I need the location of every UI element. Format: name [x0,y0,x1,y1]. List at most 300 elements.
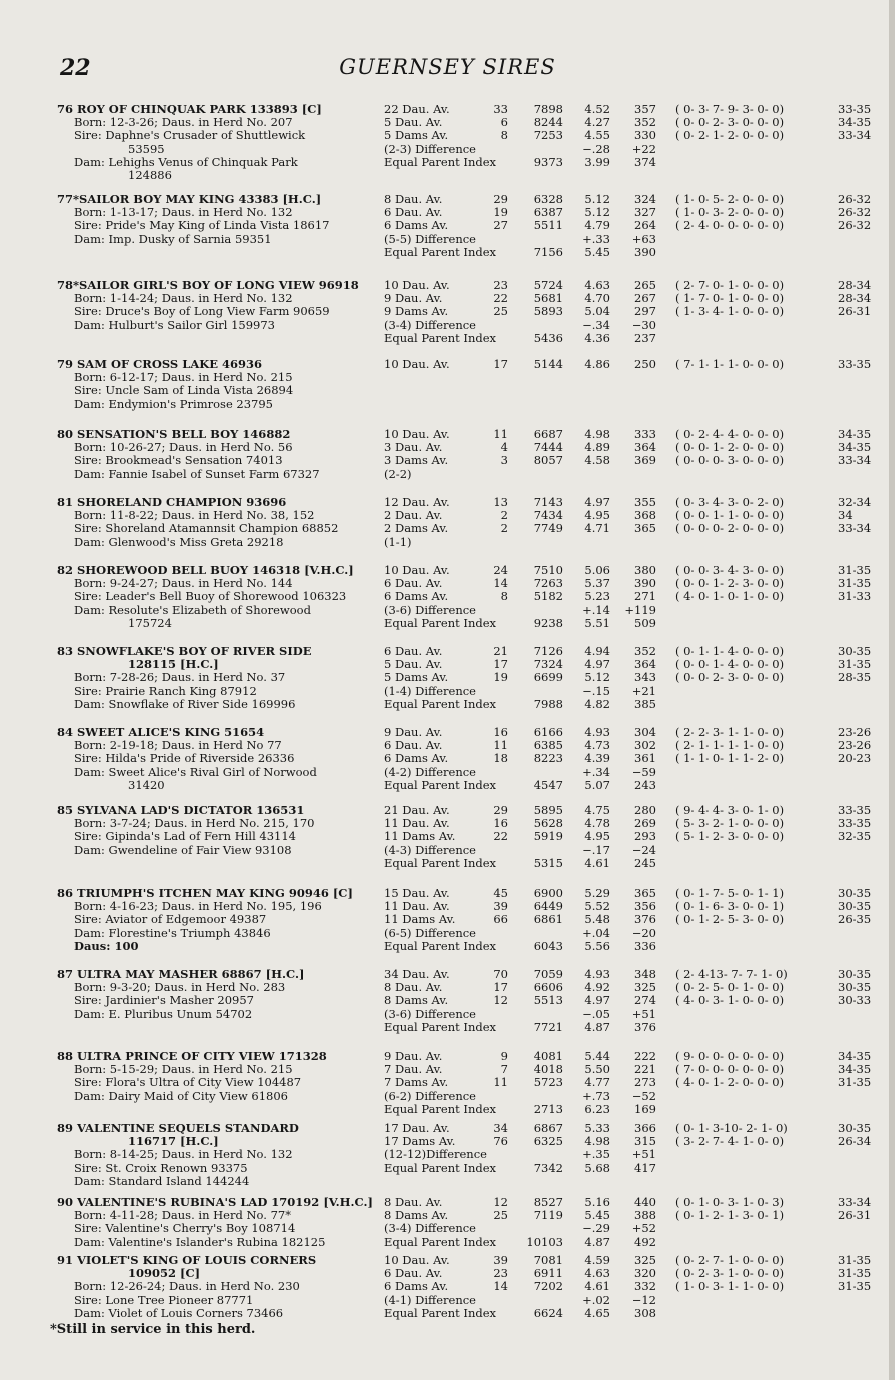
page-number: 22 [60,55,91,81]
record-test: +.34 [582,764,610,779]
record-milk: 6699 [533,670,563,685]
record-test: 5.56 [584,938,610,953]
record-label: Equal Parent Index [384,330,497,345]
record-classification: ( 5- 3- 2- 1- 0- 0- 0) [675,816,785,831]
record-fat: 376 [634,1019,656,1034]
record-classification: ( 0- 1- 2- 5- 3- 0- 0) [675,912,785,927]
record-test: 4.98 [584,1134,610,1149]
record-test: 4.89 [584,440,610,455]
record-label: (3-4) Difference [384,317,476,332]
record-classification: ( 2- 4-13- 7- 7- 1- 0) [675,967,788,981]
record-test: 4.59 [584,1253,610,1267]
record-test: 5.50 [584,1062,610,1077]
pedigree-line: Born: 3-7-24; Daus. in Herd No. 215, 170 [74,816,315,831]
record-classification: ( 0- 2- 1- 2- 0- 0- 0) [675,128,785,143]
record-count: 45 [493,886,508,900]
record-milk: 6166 [533,725,563,739]
pedigree-line: Sire: Gipinda's Lad of Fern Hill 43114 [74,829,296,844]
pedigree-line: Born: 10-26-27; Daus. in Herd No. 56 [74,440,293,455]
record-label: (12-12)Difference [384,1147,487,1162]
record-milk: 5723 [533,1075,563,1090]
record-milk: 5895 [533,803,563,817]
record-label: 6 Dau. Av. [384,576,443,591]
record-label: 6 Dau. Av. [384,644,443,658]
record-fat: 324 [634,192,656,206]
record-test: +.04 [582,925,610,940]
record-ages: 33-34 [838,521,872,536]
record-test: 4.78 [584,816,610,831]
sire-name: 84 SWEET ALICE'S KING 51654 [57,725,265,739]
record-label: (1-1) [384,534,412,549]
pedigree-line: Born: 12-3-26; Daus. in Herd No. 207 [74,115,293,130]
record-fat: 325 [634,980,656,995]
record-count: 21 [493,644,508,658]
record-label: 6 Dau. Av. [384,1266,443,1281]
pedigree-line: Dam: E. Pluribus Unum 54702 [74,1006,253,1021]
record-count: 34 [493,1121,508,1135]
pedigree-line: Sire: Jardinier's Masher 20957 [74,993,254,1008]
record-classification: ( 9- 4- 4- 3- 0- 1- 0) [675,803,785,817]
record-test: +.02 [582,1292,610,1307]
record-label: (3-6) Difference [384,602,476,617]
record-test: 4.87 [584,1019,610,1034]
record-milk: 6385 [533,738,563,753]
record-fat: 336 [634,938,656,953]
pedigree-line: Dam: Dairy Maid of City View 61806 [74,1088,288,1103]
record-fat: 315 [634,1134,656,1149]
record-milk: 6043 [533,938,563,953]
record-milk: 6861 [533,912,563,927]
sire-entry [0,968,895,1048]
record-ages: 28-35 [838,670,872,685]
record-fat: 332 [634,1279,656,1294]
sire-name: 78*SAILOR GIRL'S BOY OF LONG VIEW 96918 [57,278,359,292]
record-milk: 6867 [533,1121,563,1135]
pedigree-line: Born: 8-14-25; Daus. in Herd No. 132 [74,1147,293,1162]
record-milk: 7156 [533,244,563,259]
record-test: −.28 [582,141,610,156]
pedigree-line: Born: 11-8-22; Daus. in Herd No. 38, 152 [74,508,315,523]
record-milk: 5315 [533,855,563,870]
pedigree-line: Dam: Gwendeline of Fair View 93108 [74,842,292,857]
record-milk: 7434 [533,508,563,523]
record-milk: 5724 [533,278,563,292]
record-fat: 369 [634,453,656,468]
record-ages: 30-35 [838,886,872,900]
record-milk: 7202 [533,1279,563,1294]
sire-name: 90 VALENTINE'S RUBINA'S LAD 170192 [V.H.C.] [57,1195,373,1209]
record-test: 5.06 [584,563,610,577]
record-label: (6-2) Difference [384,1088,476,1103]
pedigree-line: Dam: Snowflake of River Side 169996 [74,696,296,711]
record-ages: 26-35 [838,912,872,927]
record-milk: 5144 [533,357,563,371]
record-test: 4.75 [584,803,610,817]
record-label: 5 Dau. Av. [384,657,443,672]
record-test: 5.68 [584,1160,610,1175]
sire-entry [0,726,895,806]
record-label: (3-4) Difference [384,1221,476,1236]
record-milk: 7263 [533,576,563,591]
record-count: 18 [493,751,508,766]
record-count: 25 [493,1208,508,1223]
record-label: 17 Dams Av. [384,1134,456,1149]
record-count: 33 [493,102,508,116]
record-classification: ( 0- 0- 3- 4- 3- 0- 0) [675,563,785,577]
record-count: 8 [500,128,508,143]
record-fat: 265 [634,278,656,292]
record-fat: 374 [634,154,656,169]
record-ages: 33-35 [838,816,872,831]
record-count: 17 [493,657,508,672]
record-fat: 380 [634,563,656,577]
record-test: 4.87 [584,1234,610,1249]
record-classification: ( 1- 0- 3- 1- 1- 0- 0) [675,1279,785,1294]
record-classification: ( 2- 2- 3- 1- 1- 0- 0) [675,725,785,739]
record-label: 11 Dams Av. [384,912,456,927]
record-fat: 492 [634,1234,656,1249]
record-fat: 333 [634,427,656,441]
record-label: 6 Dams Av. [384,589,449,604]
record-fat: 417 [634,1160,656,1175]
record-test: 4.94 [584,644,610,658]
record-fat: 243 [634,777,656,792]
record-test: 4.93 [584,967,610,981]
record-classification: ( 7- 1- 1- 1- 0- 0- 0) [675,357,785,371]
record-test: 4.63 [584,278,610,292]
record-count: 9 [500,1049,508,1063]
record-label: 15 Dau. Av. [384,886,450,900]
record-ages: 34 [838,508,853,523]
sire-name: 88 ULTRA PRINCE OF CITY VIEW 171328 [57,1049,327,1063]
record-label: 2 Dams Av. [384,521,449,536]
record-fat: −59 [631,764,656,779]
record-test: 5.44 [584,1049,610,1063]
record-milk: 4081 [533,1049,563,1063]
record-count: 19 [493,670,508,685]
record-test: 4.97 [584,657,610,672]
pedigree-line: Dam: Fannie Isabel of Sunset Farm 67327 [74,466,320,481]
record-classification: ( 1- 3- 4- 1- 0- 0- 0) [675,304,785,319]
sire-name: 76 ROY OF CHINQUAK PARK 133893 [C] [57,102,322,116]
record-fat: 364 [634,440,656,455]
record-test: 4.73 [584,738,610,753]
record-label: (1-4) Difference [384,683,476,698]
record-classification: ( 0- 2- 5- 0- 1- 0- 0) [675,980,785,995]
record-milk: 5513 [533,993,563,1008]
record-milk: 7059 [533,967,563,981]
record-test: 5.52 [584,899,610,914]
record-test: −.34 [582,317,610,332]
record-test: 4.77 [584,1075,610,1090]
record-count: 12 [493,1195,508,1209]
record-milk: 5182 [533,589,563,604]
record-count: 29 [493,192,508,206]
record-count: 39 [493,1253,508,1267]
record-milk: 6449 [533,899,563,914]
record-fat: +119 [624,602,656,617]
record-count: 24 [493,563,508,577]
record-test: 4.52 [584,102,610,116]
sire-name: 85 SYLVANA LAD'S DICTATOR 136531 [57,803,305,817]
record-classification: ( 0- 0- 0- 2- 0- 0- 0) [675,521,785,536]
record-milk: 7342 [533,1160,563,1175]
record-count: 14 [493,1279,508,1294]
record-test: +.35 [582,1147,610,1162]
record-milk: 7253 [533,128,563,143]
record-milk: 6606 [533,980,563,995]
record-classification: ( 2- 1- 1- 1- 1- 0- 0) [675,738,785,753]
record-test: +.33 [582,231,610,246]
record-fat: −20 [631,925,656,940]
record-milk: 5919 [533,829,563,844]
record-ages: 33-35 [838,357,872,371]
record-label: 5 Dams Av. [384,670,449,685]
pedigree-line: Sire: Aviator of Edgemoor 49387 [74,912,267,927]
record-label: 9 Dams Av. [384,304,449,319]
record-test: 5.07 [584,777,610,792]
record-fat: 245 [634,855,656,870]
record-test: 4.65 [584,1305,610,1320]
record-label: 2 Dau. Av. [384,508,443,523]
record-ages: 30-35 [838,644,872,658]
record-ages: 32-34 [838,495,872,509]
record-fat: 330 [634,128,656,143]
sire-entry [0,103,895,183]
record-milk: 6900 [533,886,563,900]
record-count: 23 [493,278,508,292]
record-count: 19 [493,205,508,220]
record-ages: 33-35 [838,803,872,817]
record-ages: 26-32 [838,218,872,233]
record-count: 17 [493,980,508,995]
record-test: 4.92 [584,980,610,995]
pedigree-line: Sire: Brookmead's Sensation 74013 [74,453,283,468]
record-label: 8 Dams Av. [384,1208,449,1223]
record-test: 4.58 [584,453,610,468]
record-classification: ( 1- 0- 3- 2- 0- 0- 0) [675,205,785,220]
record-test: 5.37 [584,576,610,591]
pedigree-line: Sire: Leader's Bell Buoy of Shorewood 106323 [74,589,347,604]
record-label: (4-2) Difference [384,764,476,779]
record-milk: 9373 [533,154,563,169]
record-ages: 31-35 [838,1253,872,1267]
record-test: 4.71 [584,521,610,536]
record-label: (4-3) Difference [384,842,476,857]
sire-entry [0,1122,895,1202]
pedigree-line: Dam: Valentine's Islander's Rubina 182125 [74,1234,326,1249]
record-test: 5.29 [584,886,610,900]
sire-entry [0,1050,895,1130]
pedigree-line: 124886 [128,168,172,182]
record-milk: 5628 [533,816,563,831]
pedigree-line: Dam: Standard Island 144244 [74,1173,250,1188]
record-test: 5.12 [584,205,610,220]
record-fat: +51 [631,1006,656,1021]
sire-name: 89 VALENTINE SEQUELS STANDARD [57,1121,299,1135]
record-test: 4.86 [584,357,610,371]
record-fat: 361 [634,751,656,766]
record-ages: 26-34 [838,1134,872,1149]
record-milk: 7510 [533,563,563,577]
record-fat: 302 [634,738,656,753]
sire-entry [0,887,895,967]
record-fat: 273 [634,1075,656,1090]
record-fat: +51 [631,1147,656,1162]
record-fat: 390 [634,244,656,259]
record-ages: 34-35 [838,1049,872,1063]
record-classification: ( 0- 2- 4- 4- 0- 0- 0) [675,427,785,441]
record-fat: 388 [634,1208,656,1223]
record-label: 3 Dams Av. [384,453,449,468]
record-ages: 26-31 [838,304,872,319]
record-label: 6 Dams Av. [384,1279,449,1294]
record-classification: ( 3- 2- 7- 4- 1- 0- 0) [675,1134,785,1149]
record-label: (2-3) Difference [384,141,476,156]
record-fat: +21 [631,683,656,698]
record-count: 66 [493,912,508,927]
sire-name: 83 SNOWFLAKE'S BOY OF RIVER SIDE [57,644,312,658]
record-count: 23 [493,1266,508,1281]
record-classification: ( 4- 0- 1- 2- 0- 0- 0) [675,1075,785,1090]
record-ages: 33-34 [838,453,872,468]
record-classification: ( 0- 1- 2- 1- 3- 0- 1) [675,1208,785,1223]
record-classification: ( 0- 0- 1- 4- 0- 0- 0) [675,657,785,672]
record-test: −.29 [582,1221,610,1236]
pedigree-line: Dam: Lehighs Venus of Chinquak Park [74,154,298,169]
record-label: 10 Dau. Av. [384,1253,450,1267]
record-milk: 7324 [533,657,563,672]
record-fat: 343 [634,670,656,685]
record-label: 34 Dau. Av. [384,967,450,981]
record-ages: 26-32 [838,205,872,220]
record-test: −.15 [582,683,610,698]
record-fat: 222 [634,1049,656,1063]
record-label: 11 Dams Av. [384,829,456,844]
record-label: 3 Dau. Av. [384,440,443,455]
record-fat: 352 [634,644,656,658]
record-ages: 30-35 [838,1121,872,1135]
pedigree-line: Sire: Shoreland Atamannsit Champion 68852 [74,521,339,536]
record-classification: ( 0- 3- 7- 9- 3- 0- 0) [675,102,785,116]
record-count: 12 [493,993,508,1008]
record-label: 8 Dau. Av. [384,192,443,206]
record-label: 7 Dams Av. [384,1075,449,1090]
record-milk: 7898 [533,102,563,116]
record-count: 16 [493,725,508,739]
pedigree-line: Dam: Hulburt's Sailor Girl 159973 [74,317,275,332]
record-label: 12 Dau. Av. [384,495,450,509]
record-fat: 169 [634,1101,656,1116]
pedigree-line: Dam: Florestine's Triumph 43846 [74,925,271,940]
pedigree-line: Born: 9-24-27; Daus. in Herd No. 144 [74,576,293,591]
record-classification: ( 0- 1- 3-10- 2- 1- 0) [675,1121,788,1135]
record-milk: 2713 [533,1101,563,1116]
record-fat: 365 [634,886,656,900]
record-fat: 250 [634,357,656,371]
record-count: 25 [493,304,508,319]
record-classification: ( 4- 0- 1- 0- 1- 0- 0) [675,589,785,604]
pedigree-line: Dam: Glenwood's Miss Greta 29218 [74,534,284,549]
pedigree-line: Born: 1-13-17; Daus. in Herd No. 132 [74,205,293,220]
record-test: +.73 [582,1088,610,1103]
record-label: (4-1) Difference [384,1292,476,1307]
record-label: Equal Parent Index [384,1305,497,1320]
pedigree-line: Sire: Daphne's Crusader of Shuttlewick [74,128,306,143]
pedigree-line: 53595 [128,141,165,156]
record-fat: 308 [634,1305,656,1320]
record-label: Equal Parent Index [384,154,497,169]
record-count: 11 [493,427,508,441]
record-ages: 23-26 [838,725,872,739]
sire-name: 80 SENSATION'S BELL BOY 146882 [57,427,291,441]
sire-name: 128115 [H.C.] [128,657,219,672]
record-ages: 31-35 [838,1279,872,1294]
record-fat: 237 [634,330,656,345]
record-fat: 364 [634,657,656,672]
record-count: 7 [500,1062,508,1077]
sire-entry [0,645,895,725]
pedigree-line: Dam: Imp. Dusky of Sarnia 59351 [74,231,272,246]
pedigree-line: Sire: Valentine's Cherry's Boy 108714 [74,1221,296,1236]
record-test: 5.23 [584,589,610,604]
pedigree-line: Sire: Flora's Ultra of City View 104487 [74,1075,302,1090]
record-count: 17 [493,357,508,371]
record-milk: 7119 [533,1208,563,1223]
record-label: 7 Dau. Av. [384,1062,443,1077]
record-classification: ( 0- 1- 0- 3- 1- 0- 3) [675,1195,785,1209]
record-milk: 10103 [526,1234,563,1249]
pedigree-line: Born: 5-15-29; Daus. in Herd No. 215 [74,1062,293,1077]
record-fat: 293 [634,829,656,844]
record-milk: 5893 [533,304,563,319]
pedigree-line: Dam: Sweet Alice's Rival Girl of Norwood [74,764,317,779]
record-ages: 30-33 [838,993,872,1008]
record-fat: 356 [634,899,656,914]
record-count: 27 [493,218,508,233]
record-ages: 31-35 [838,1075,872,1090]
record-classification: ( 0- 0- 2- 3- 0- 0- 0) [675,115,785,130]
record-test: 4.61 [584,1279,610,1294]
record-classification: ( 0- 1- 1- 4- 0- 0- 0) [675,644,785,658]
record-fat: 352 [634,115,656,130]
record-test: 4.97 [584,495,610,509]
record-ages: 31-35 [838,657,872,672]
record-milk: 9238 [533,615,563,630]
record-test: 4.63 [584,1266,610,1281]
record-count: 29 [493,803,508,817]
record-fat: 390 [634,576,656,591]
record-test: 4.36 [584,330,610,345]
record-label: 17 Dau. Av. [384,1121,450,1135]
record-ages: 30-35 [838,899,872,914]
record-count: 8 [500,589,508,604]
record-test: 4.39 [584,751,610,766]
sire-name: 81 SHORELAND CHAMPION 93696 [57,495,287,509]
record-fat: 325 [634,1253,656,1267]
record-classification: ( 2- 4- 0- 0- 0- 0- 0) [675,218,785,233]
record-ages: 23-26 [838,738,872,753]
pedigree-line: Dam: Violet of Louis Corners 73466 [74,1305,284,1320]
sire-name: 116717 [H.C.] [128,1134,219,1149]
record-milk: 6387 [533,205,563,220]
pedigree-line: Born: 4-16-23; Daus. in Herd No. 195, 196 [74,899,322,914]
record-classification: ( 4- 0- 3- 1- 0- 0- 0) [675,993,785,1008]
record-count: 22 [493,291,508,306]
record-label: 5 Dau. Av. [384,115,443,130]
record-label: 22 Dau. Av. [384,102,450,116]
record-test: +.14 [582,602,610,617]
